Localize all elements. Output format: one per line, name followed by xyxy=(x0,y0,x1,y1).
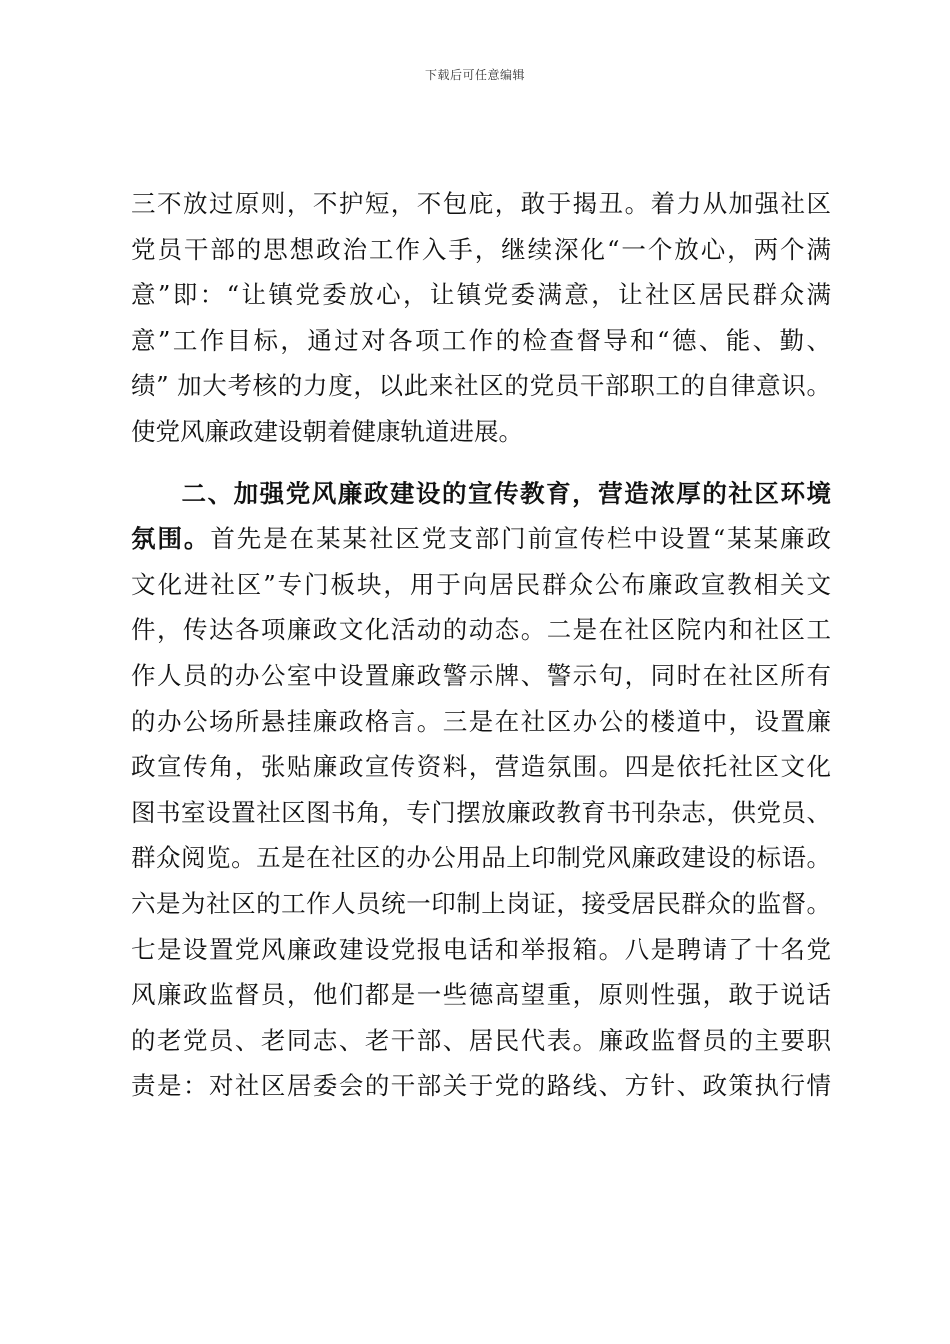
text-line: 三不放过原则，不护短，不包庇，敢于揭丑。着力从加强社区 xyxy=(131,189,831,218)
text-line: 图书室设置社区图书角，专门摆放廉政教育书刊杂志，供党员、 xyxy=(131,797,831,827)
text-line: 文化进社区”专门板块，用于向居民群众公布廉政宣教相关文 xyxy=(131,569,831,599)
section-heading-line xyxy=(131,471,831,517)
text-line: 作人员的办公室中设置廉政警示牌、警示句，同时在社区所有 xyxy=(131,660,831,690)
text-line: 的老党员、老同志、老干部、居民代表。廉政监督员的主要职 xyxy=(131,1025,831,1055)
section-heading-end: 氛围。 xyxy=(131,524,211,554)
text-line: 党员干部的思想政治工作入手，继续深化“一个放心，两个满 xyxy=(131,234,831,264)
text-line: 意”工作目标，通过对各项工作的检查督导和“德、能、勤、 xyxy=(131,325,831,355)
text-span: 首先是在某某社区党支部门前宣传栏中设置“某某廉政 xyxy=(210,524,831,554)
text-line: 政宣传角，张贴廉政宣传资料，营造氛围。四是依托社区文化 xyxy=(131,752,831,782)
paragraph-1 xyxy=(131,181,831,455)
text-line: 六是为社区的工作人员统一印制上岗证，接受居民群众的监督。 xyxy=(131,888,831,918)
text-line: 意”即：“让镇党委放心，让镇党委满意，让社区居民群众满 xyxy=(131,280,831,310)
paragraph-spacer xyxy=(131,455,831,471)
text-line: 绩” 加大考核的力度，以此来社区的党员干部职工的自律意识。 xyxy=(131,371,831,401)
text-line: 风廉政监督员，他们都是一些德高望重，原则性强，敢于说话 xyxy=(131,980,831,1010)
page-header-note: 下载后可任意编辑 xyxy=(424,68,525,82)
text-line xyxy=(131,516,831,562)
section-heading-text: 二、加强党风廉政建设的宣传教育，营造浓厚的社区环境 xyxy=(180,478,831,508)
text-line: 责是：对社区居委会的干部关于党的路线、方针、政策执行情 xyxy=(131,1071,831,1101)
paragraph-2 xyxy=(131,471,831,1109)
text-line: 件，传达各项廉政文化活动的动态。二是在社区院内和社区工 xyxy=(131,615,831,645)
text-line: 七是设置党风廉政建设党报电话和举报箱。八是聘请了十名党 xyxy=(131,934,831,964)
text-line: 的办公场所悬挂廉政格言。三是在社区办公的楼道中，设置廉 xyxy=(131,706,831,736)
text-line: 群众阅览。五是在社区的办公用品上印制党风廉政建设的标语。 xyxy=(131,843,831,873)
document-body xyxy=(131,181,831,1109)
text-line: 使党风廉政建设朝着健康轨道进展。 xyxy=(131,416,523,446)
